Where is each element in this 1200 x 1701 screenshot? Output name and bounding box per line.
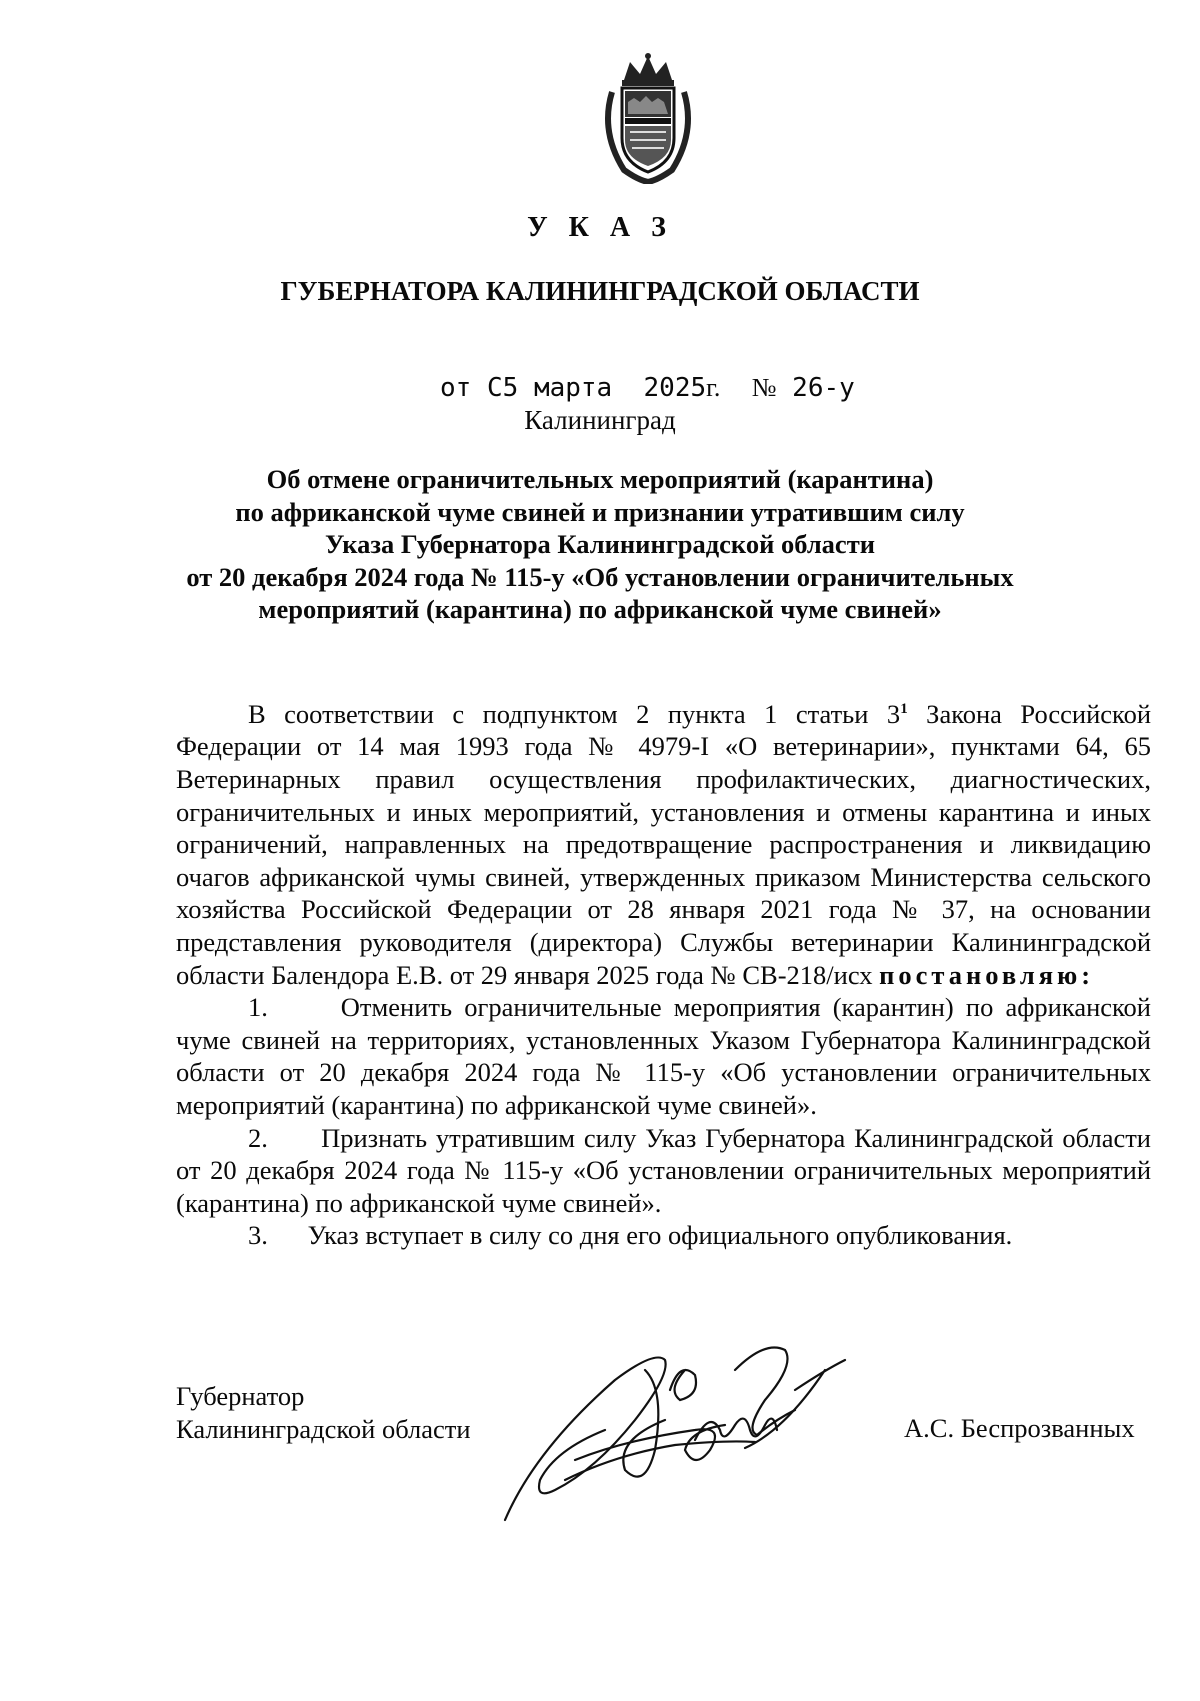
item-text: Отменить ограничительные мероприятия (карантин) по африканской чуме свиней на территориях, установленных Указом Губернатора Калининградской области от 20 декабря 2024 года № 115-у «Об установлении ограничительных мероприятий (карантина) по африканской чуме свиней». <box>176 992 1151 1120</box>
preamble-text-1: В соответствии с подпунктом 2 пункта 1 статьи 3 <box>248 698 901 729</box>
decree-subject <box>150 463 1050 626</box>
decree-dateline <box>440 373 855 403</box>
decree-number: 26-у <box>792 373 855 403</box>
item-number: 1. <box>248 992 268 1023</box>
item-number: 3. <box>248 1220 268 1251</box>
item-text: Указ вступает в силу со дня его официального опубликования. <box>307 1220 1013 1251</box>
preamble-paragraph <box>176 693 1151 991</box>
handwritten-signature-icon <box>495 1330 915 1550</box>
resolve-word: постановляю: <box>879 959 1095 990</box>
article-superscript: 1 <box>900 701 908 717</box>
signatory-position <box>176 1380 471 1446</box>
date-day: С5 <box>486 373 519 403</box>
decree-body <box>176 693 1151 1252</box>
date-month: марта <box>533 373 613 403</box>
subject-line: по африканской чуме свиней и признании утратившим силу <box>235 496 965 527</box>
position-line: Губернатор <box>176 1381 305 1411</box>
coat-of-arms-icon <box>594 52 702 184</box>
decree-city: Калининград <box>524 405 676 435</box>
position-line: Калининградской области <box>176 1414 471 1444</box>
decree-item-2 <box>176 1122 1151 1220</box>
date-prefix: от <box>440 373 472 403</box>
subject-line: Указа Губернатора Калининградской области <box>325 529 875 559</box>
issuer-title: ГУБЕРНАТОРА КАЛИНИНГРАДСКОЙ ОБЛАСТИ <box>280 276 920 306</box>
preamble-text-2: Закона Российской Федерации от 14 мая 1993 года № 4979-I «О ветеринарии», пунктами 64, 65 Ветеринарных правил осуществления профилактических, диагностических, ограничительных и иных мероприятий, установления и отмены карантина и иных ограничений, направленных на предотвращение распространения и ликвидацию очагов африканской чумы свиней, утвержденных приказом Министерства сельского хозяйства Российской Федерации от 28 января 2021 года № 37, на основании представления руководителя (директора) Службы ветеринарии Калининградской области Балендора Е.В. от 29 января 2025 года № СВ-218/исх <box>176 698 1152 990</box>
number-sign: № <box>751 373 777 402</box>
date-year: 2025 <box>643 373 707 403</box>
decree-title: У К А З <box>527 212 673 243</box>
decree-item-3 <box>176 1219 1151 1252</box>
item-number: 2. <box>248 1122 268 1153</box>
subject-line: от 20 декабря 2024 года № 115-у «Об установлении ограничительных <box>186 561 1014 592</box>
subject-line: Об отмене ограничительных мероприятий (карантина) <box>266 464 934 494</box>
signatory-name: А.С. Беспрозванных <box>904 1413 1135 1443</box>
subject-line: мероприятий (карантина) по африканской чуме свиней» <box>258 594 942 624</box>
date-year-suffix: г. <box>706 373 721 402</box>
decree-item-1 <box>176 991 1151 1121</box>
item-text: Признать утратившим силу Указ Губернатора Калининградской области от 20 декабря 2024 года № 115-у «Об установлении ограничительных мероприятий (карантина) по африканской чуме свиней». <box>176 1122 1151 1218</box>
